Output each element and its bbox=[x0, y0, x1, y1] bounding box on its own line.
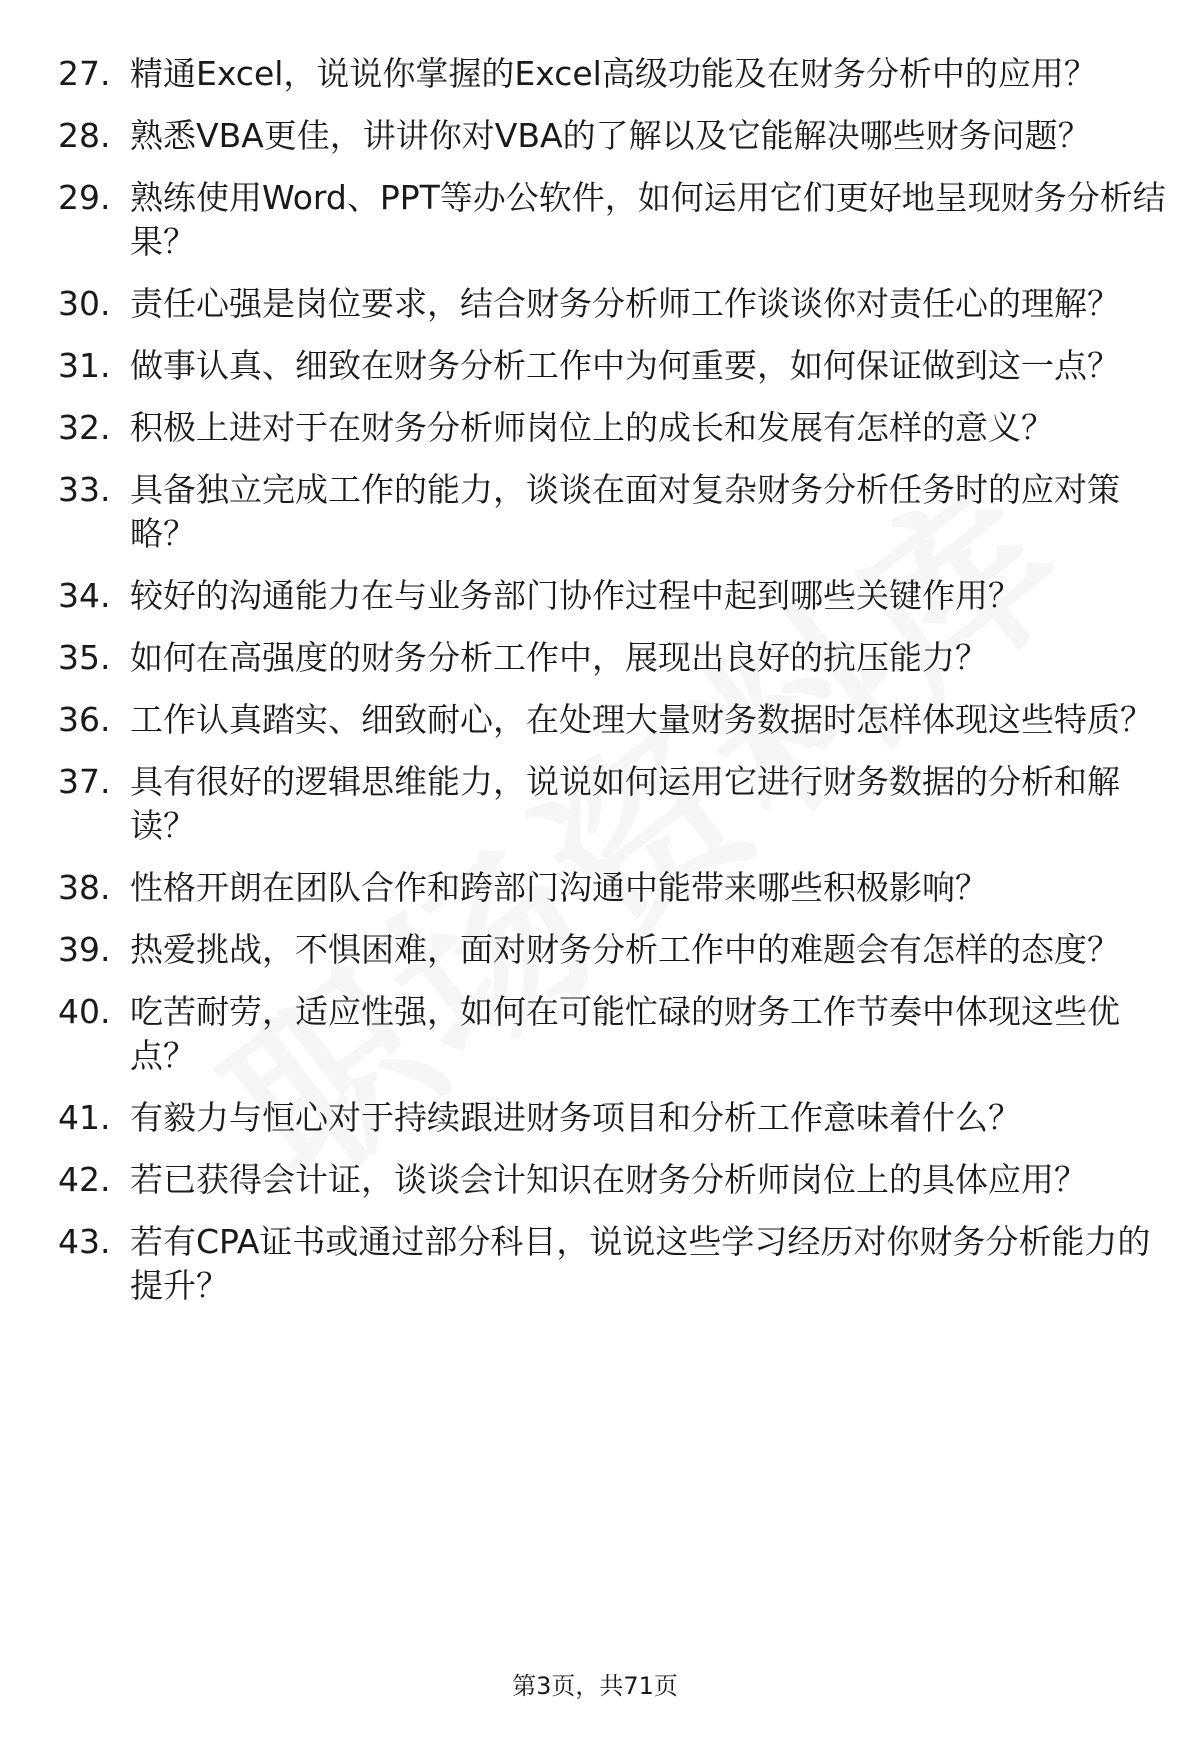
question-item bbox=[58, 636, 1170, 680]
question-number: 29. bbox=[58, 178, 111, 217]
question-item bbox=[58, 928, 1170, 972]
question-text: 具备独立完成工作的能力，谈谈在面对复杂财务分析任务时的应对策略？ bbox=[130, 470, 1120, 553]
question-item bbox=[58, 468, 1170, 556]
question-text: 工作认真踏实、细致耐心，在处理大量财务数据时怎样体现这些特质？ bbox=[130, 700, 1153, 739]
question-text: 若有CPA证书或通过部分科目，说说这些学习经历对你财务分析能力的提升？ bbox=[130, 1222, 1151, 1305]
question-item bbox=[58, 176, 1170, 264]
question-text: 性格开朗在团队合作和跨部门沟通中能带来哪些积极影响？ bbox=[130, 868, 988, 907]
question-item bbox=[58, 574, 1170, 618]
question-number: 28. bbox=[58, 116, 111, 155]
question-item bbox=[58, 282, 1170, 326]
question-text: 若已获得会计证，谈谈会计知识在财务分析师岗位上的具体应用？ bbox=[130, 1160, 1087, 1199]
question-item bbox=[58, 406, 1170, 450]
page-footer bbox=[0, 1670, 1190, 1702]
question-item bbox=[58, 1158, 1170, 1202]
question-number: 40. bbox=[58, 992, 111, 1031]
question-item bbox=[58, 1096, 1170, 1140]
question-number: 34. bbox=[58, 576, 111, 615]
question-text: 精通Excel，说说你掌握的Excel高级功能及在财务分析中的应用？ bbox=[130, 54, 1097, 93]
page-number-label: 第3页，共71页 bbox=[512, 1672, 678, 1700]
question-item bbox=[58, 990, 1170, 1078]
question-number: 37. bbox=[58, 762, 111, 801]
question-number: 36. bbox=[58, 700, 111, 739]
question-text: 热爱挑战，不惧困难，面对财务分析工作中的难题会有怎样的态度？ bbox=[130, 930, 1120, 969]
question-item bbox=[58, 52, 1170, 96]
question-number: 39. bbox=[58, 930, 111, 969]
question-number: 30. bbox=[58, 284, 111, 323]
question-number: 27. bbox=[58, 54, 111, 93]
question-text: 较好的沟通能力在与业务部门协作过程中起到哪些关键作用？ bbox=[130, 576, 1021, 615]
question-text: 具有很好的逻辑思维能力，说说如何运用它进行财务数据的分析和解读？ bbox=[130, 762, 1120, 845]
question-item bbox=[58, 760, 1170, 848]
question-item bbox=[58, 866, 1170, 910]
question-item bbox=[58, 114, 1170, 158]
question-number: 43. bbox=[58, 1222, 111, 1261]
question-number: 33. bbox=[58, 470, 111, 509]
question-list bbox=[58, 52, 1170, 1326]
question-text: 责任心强是岗位要求，结合财务分析师工作谈谈你对责任心的理解？ bbox=[130, 284, 1120, 323]
question-text: 做事认真、细致在财务分析工作中为何重要，如何保证做到这一点？ bbox=[130, 346, 1120, 385]
question-item bbox=[58, 344, 1170, 388]
question-item bbox=[58, 1220, 1170, 1308]
question-number: 38. bbox=[58, 868, 111, 907]
question-text: 吃苦耐劳，适应性强，如何在可能忙碌的财务工作节奏中体现这些优点？ bbox=[130, 992, 1120, 1075]
question-number: 41. bbox=[58, 1098, 111, 1137]
question-text: 熟练使用Word、PPT等办公软件，如何运用它们更好地呈现财务分析结果？ bbox=[130, 178, 1166, 261]
question-number: 42. bbox=[58, 1160, 111, 1199]
question-number: 32. bbox=[58, 408, 111, 447]
question-text: 熟悉VBA更佳，讲讲你对VBA的了解以及它能解决哪些财务问题？ bbox=[130, 116, 1091, 155]
question-number: 35. bbox=[58, 638, 111, 677]
question-text: 积极上进对于在财务分析师岗位上的成长和发展有怎样的意义？ bbox=[130, 408, 1054, 447]
question-text: 有毅力与恒心对于持续跟进财务项目和分析工作意味着什么？ bbox=[130, 1098, 1021, 1137]
question-item bbox=[58, 698, 1170, 742]
question-text: 如何在高强度的财务分析工作中，展现出良好的抗压能力？ bbox=[130, 638, 988, 677]
question-number: 31. bbox=[58, 346, 111, 385]
